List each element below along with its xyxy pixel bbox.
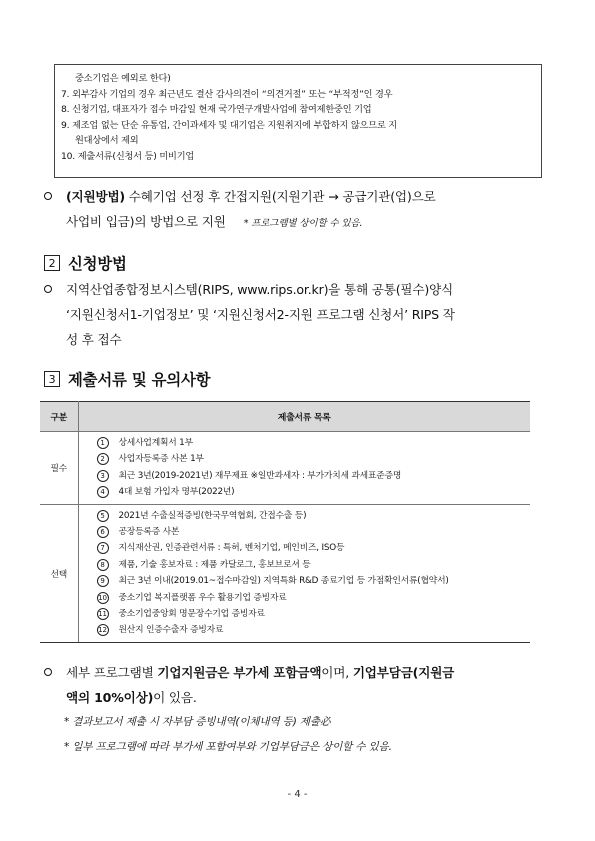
application-line: ‘지원신청서1-기업정보’ 및 ‘지원신청서2-지원 프로그램 신청서’ RIPS 작	[66, 307, 455, 322]
list-item	[100, 435, 531, 451]
application-line: 성 후 접수	[66, 332, 122, 347]
application-line: 지역산업종합정보시스템(RIPS, www.rips.or.kr)을 통해 공통(필수)양식	[66, 282, 454, 297]
circled-number: 11	[98, 610, 107, 619]
list-item	[100, 508, 531, 524]
circled-number: 4	[97, 486, 109, 498]
support-method-note: * 프로그램별 상이할 수 있음.	[243, 218, 363, 229]
note-line: * 일부 프로그램에 따라 부가세 포함여부와 기업부담금은 상이할 수 있음.	[64, 741, 392, 753]
item-text: 제품, 기술 홍보자료 : 제품 카달로그, 홍보브로셔 등	[118, 559, 311, 570]
table-header-row	[40, 402, 530, 432]
support-method-text: 수혜기업 선정 후 간접지원(지원기관 → 공급기관(업)으로	[124, 189, 436, 204]
circled-number: 8	[97, 559, 109, 571]
section-number: 3	[44, 371, 60, 387]
note-line: * 결과보고서 제출 시 자부담 증빙내역(이체내역 등) 제출必	[64, 716, 331, 728]
item-text: 2021년 수출실적증빙(한국무역협회, 간접수출 등)	[118, 510, 307, 521]
category-required: 필수	[40, 432, 78, 505]
item-text: 중소기업중앙회 명문장수기업 증빙자료	[118, 609, 265, 620]
vat-text: 이 있음.	[153, 690, 197, 705]
circled-number: 5	[97, 510, 109, 522]
vat-bold: 액의 10%이상)	[66, 690, 154, 705]
circled-number: 3	[97, 470, 109, 482]
category-optional: 선택	[40, 504, 78, 642]
list-line: 7. 외부감사 기업의 경우 최근년도 결산 감사의견이 “의견거절” 또는 “부적정”인 경우	[61, 88, 393, 100]
item-text: 공장등록증 사본	[118, 527, 180, 538]
section-documents	[44, 368, 210, 390]
item-text: 지식재산권, 인증관련서류 : 특허, 벤처기업, 메인비즈, ISO등	[118, 543, 345, 554]
list-item	[100, 573, 531, 589]
circled-number: 7	[97, 542, 109, 554]
item-text: 중소기업 복지플랫폼 우수 활용기업 증빙자료	[118, 592, 287, 603]
item-text: 사업자등록증 사본 1부	[118, 454, 204, 465]
list-item	[100, 468, 531, 484]
header-category: 구분	[40, 402, 78, 432]
optional-items	[79, 505, 531, 642]
list-item	[100, 557, 531, 573]
vat-bullet	[44, 660, 454, 710]
table-row	[40, 504, 530, 642]
section-application-method	[44, 252, 127, 274]
circled-number: 2	[97, 453, 109, 465]
list-item	[100, 524, 531, 540]
list-item	[100, 484, 531, 500]
header-document-list: 제출서류 목록	[78, 402, 530, 432]
circle-bullet-icon	[44, 192, 52, 200]
ineligibility-list-box	[54, 64, 542, 178]
list-line: 10. 제출서류(신청서 등) 미비기업	[61, 150, 195, 162]
table-row	[40, 432, 530, 505]
page-number: - 4 -	[287, 789, 308, 800]
vat-text: 세부 프로그램별	[66, 665, 158, 680]
item-text: 최근 3년 이내(2019.01~접수마감일) 지역특화 R&D 종료기업 등 가점확인서류(협약서)	[118, 576, 449, 587]
support-method-text-2: 사업비 입금)의 방법으로 지원	[66, 214, 226, 229]
list-item	[100, 540, 531, 556]
vat-text: 이며,	[321, 665, 353, 680]
circled-number: 10	[98, 593, 107, 602]
list-item	[100, 451, 531, 467]
item-text: 4대 보험 가입자 명부(2022년)	[118, 487, 235, 498]
circled-number: 6	[97, 526, 109, 538]
circled-number: 9	[97, 575, 109, 587]
application-method-bullet	[44, 277, 455, 352]
support-method-bullet	[44, 184, 436, 236]
section-title: 신청방법	[68, 255, 127, 273]
item-text: 상세사업계획서 1부	[118, 438, 193, 448]
item-text: 원산지 인증수출자 증빙자료	[118, 625, 224, 636]
list-line: 원대상에서 제외	[75, 135, 139, 147]
circled-number: 12	[98, 626, 107, 635]
documents-table	[40, 401, 530, 643]
section-number: 2	[44, 255, 60, 271]
list-item	[98, 606, 531, 622]
list-line: 9. 제조업 없는 단순 유통업, 간이과세자 및 대기업은 지원취지에 부합하지 않으므로 지	[61, 119, 397, 131]
vat-bold: 기업부담금(지원금	[352, 665, 455, 680]
required-items	[79, 432, 531, 504]
circled-number: 1	[97, 437, 109, 449]
list-line: 중소기업은 예외로 한다)	[75, 73, 171, 84]
support-method-label: (지원방법)	[66, 189, 125, 204]
list-item	[98, 590, 531, 606]
list-item	[98, 622, 531, 638]
section-title: 제출서류 및 유의사항	[68, 371, 211, 389]
vat-bold: 기업지원금은 부가세 포함금액	[157, 665, 322, 680]
list-line: 8. 신청기업, 대표자가 접수 마감일 현재 국가연구개발사업에 참여제한중인 기업	[61, 104, 372, 116]
circle-bullet-icon	[44, 668, 52, 676]
circle-bullet-icon	[44, 285, 52, 293]
item-text: 최근 3년(2019-2021년) 재무제표 ※일반과세자 : 부가가치세 과세표준증명	[118, 470, 402, 481]
